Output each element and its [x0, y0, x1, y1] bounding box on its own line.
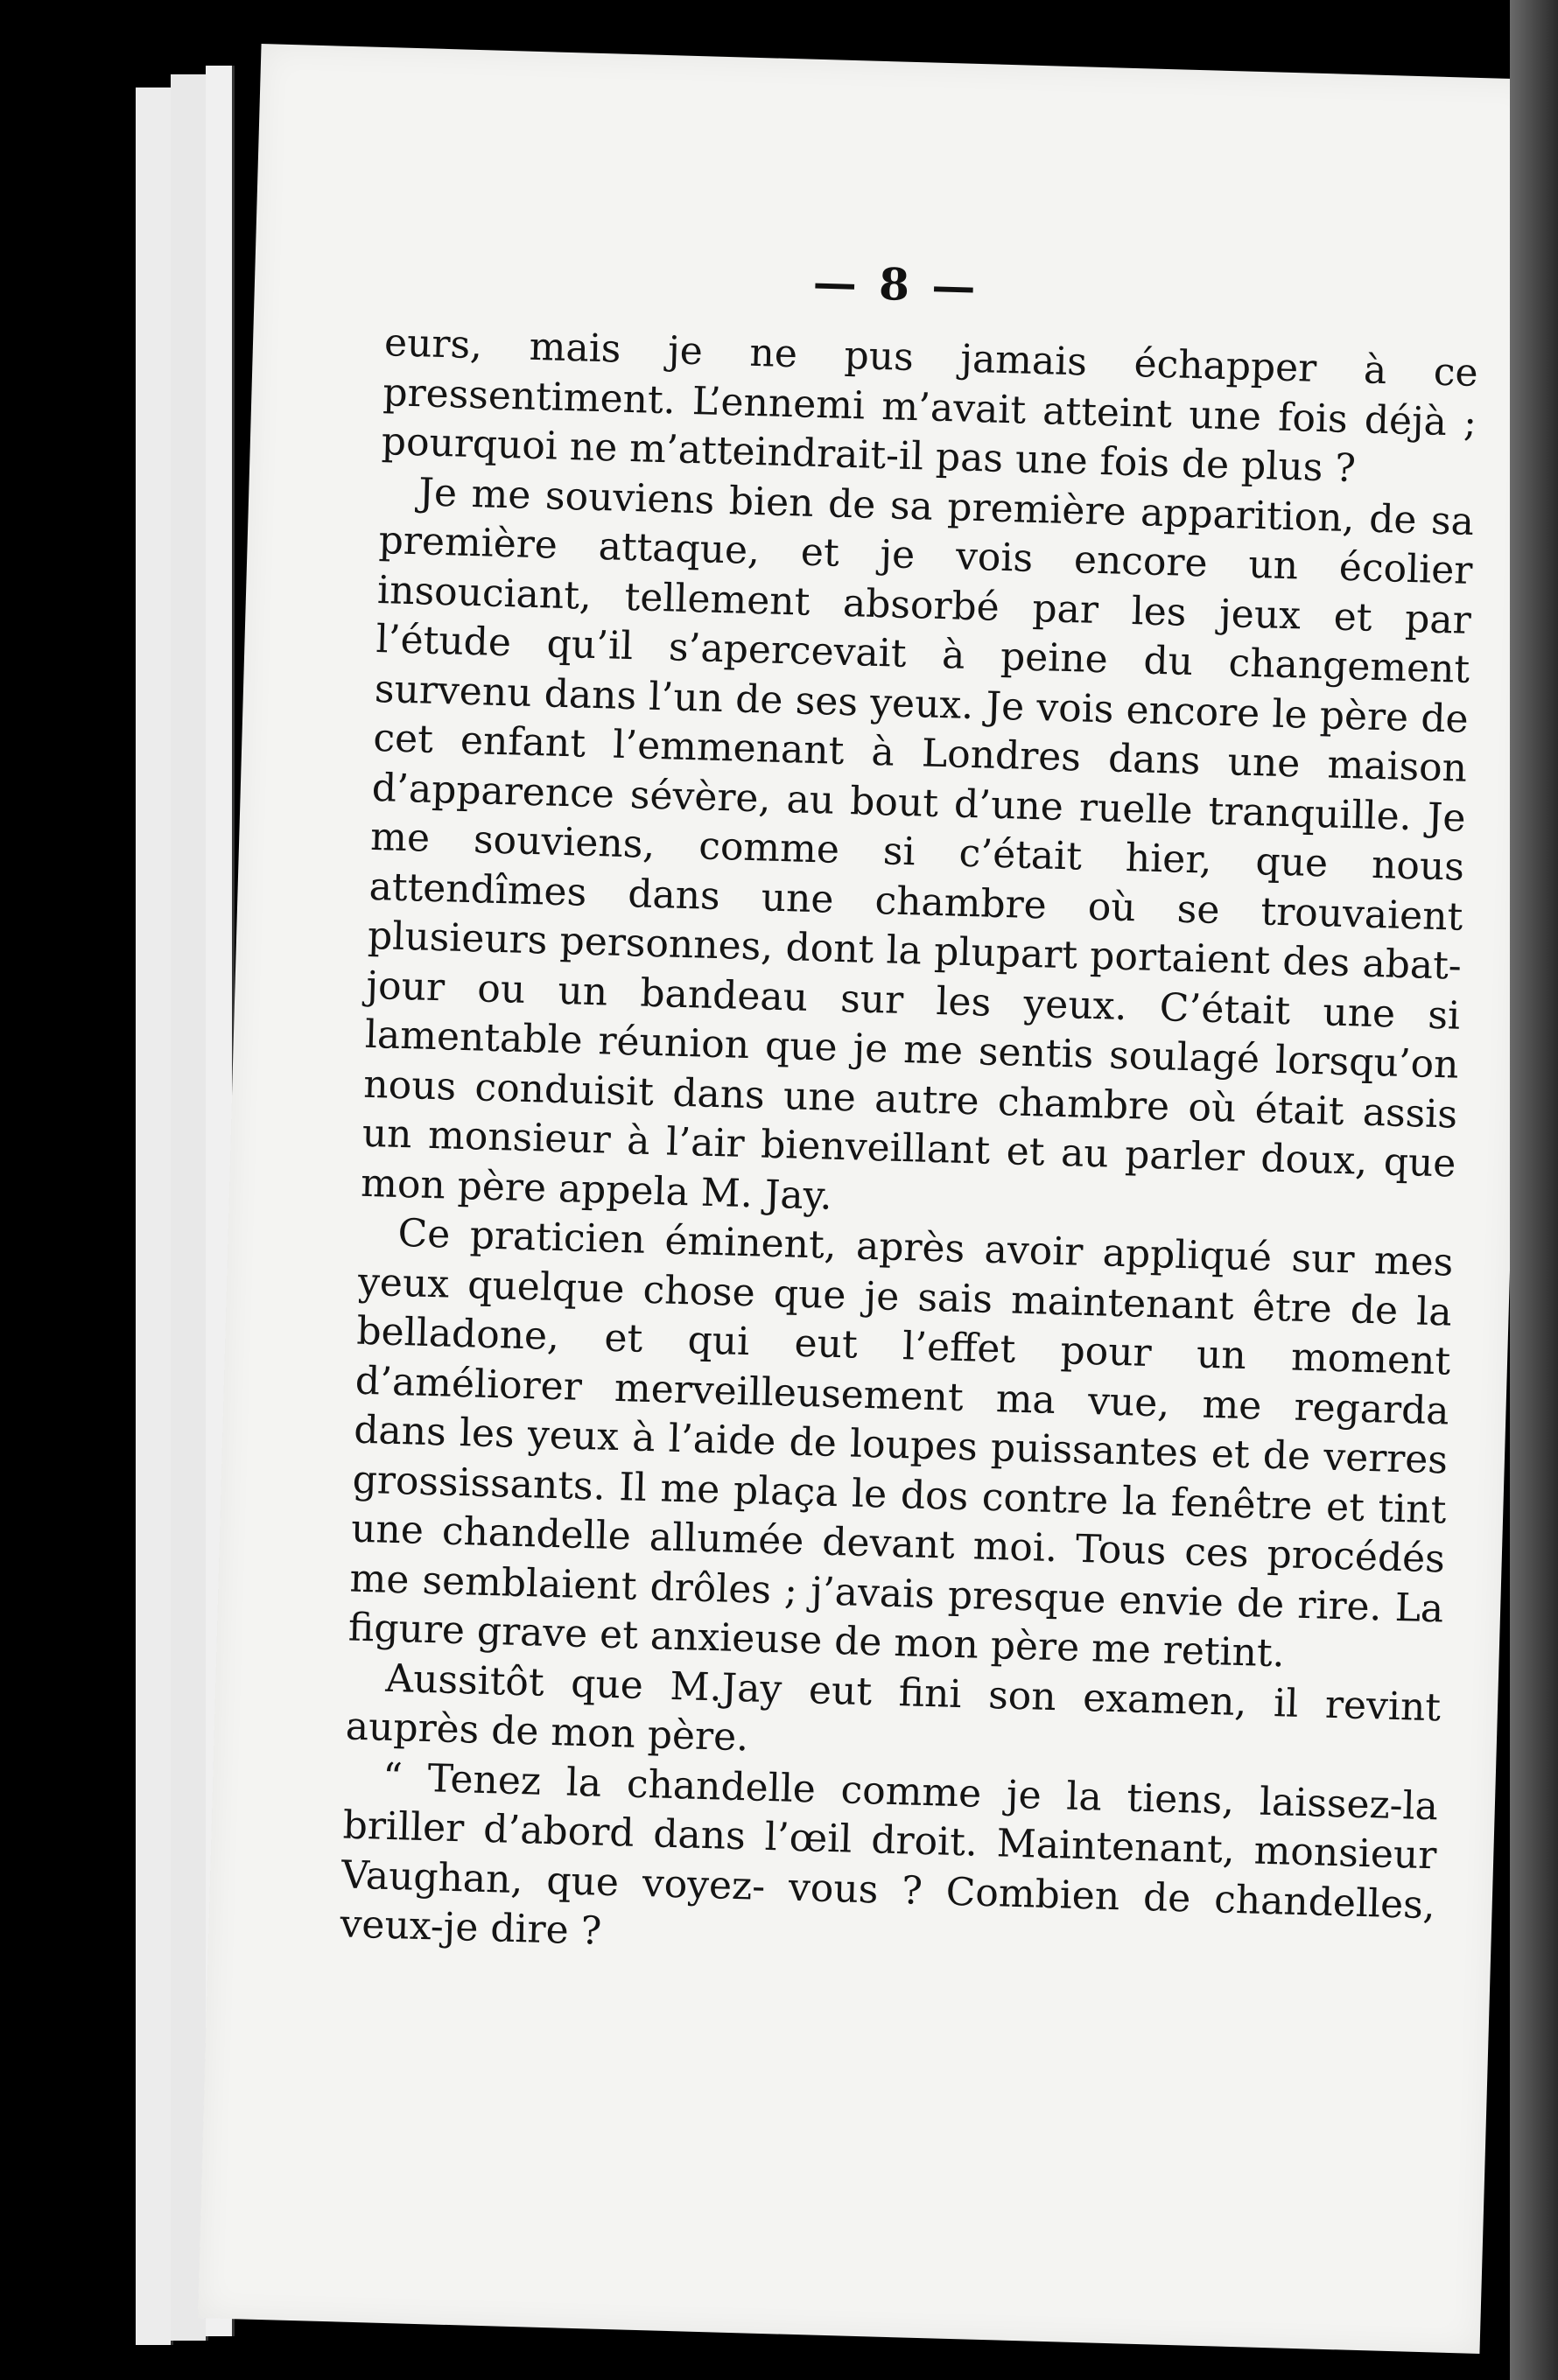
page-number: — 8 —	[812, 256, 980, 313]
body-text	[340, 318, 1479, 1980]
paragraph: “ Tenez la chandelle comme je la tiens, laissez-la briller d’abord dans l’œil droit. Maintenant, monsieur Vaughan, que voyez- vous ? Combien de chandelles, veux-je dire ?	[339, 1754, 1439, 1954]
page-edge	[136, 88, 173, 2345]
scan-margin-shadow	[1510, 0, 1558, 2380]
paragraph: Ce praticien éminent, après avoir appliqué sur mes yeux quelque chose que je sais maintenant être de la belladone, et qui eut l’effet pour un moment d’améliorer merveilleusement ma vue, me regarda dans les yeux à l’aide de loupes puissantes et de verres grossissants. Il me plaça le dos contre la fenêtre et tint une chandelle allumée devant moi. Tous ces procédés me semblaient drôles ; j’avais presque envie de rire. La figure grave et anxieuse de mon père me retint.	[347, 1210, 1454, 1676]
paragraph: eurs, mais je ne pus jamais échapper à ce pressentiment. L’ennemi m’avait atteint une fois déjà ; pourquoi ne m’atteindrait-il pas une fois de plus ?	[381, 320, 1479, 492]
paragraph: Aussitôt que M.Jay eut fini son examen, il revint auprès de mon père.	[345, 1656, 1442, 1760]
book-page	[198, 44, 1543, 2354]
paragraph: Je me souviens bien de sa première apparition, de sa première attaque, et je vois encore un écolier insouciant, tellement absorbé par les jeux et par l’étude qu’il s’apercevait à peine du changement survenu dans l’un de ses yeux. Je vois encore le père de cet enfant l’emmenant à Londres dans une maison d’apparence sévère, au bout d’une ruelle tranquille. Je me souviens, comme si c’était hier, que nous attendîmes dans une chambre où se trouvaient plusieurs personnes, dont la plupart portaient des abat-jour ou un bandeau sur les yeux. C’était une si lamentable réunion que je me sentis soulagé lorsqu’on nous conduisit dans une autre chambre où était assis un monsieur à l’air bienveillant et au parler doux, que mon père appela M. Jay.	[360, 469, 1475, 1219]
page-edge	[171, 74, 208, 2341]
